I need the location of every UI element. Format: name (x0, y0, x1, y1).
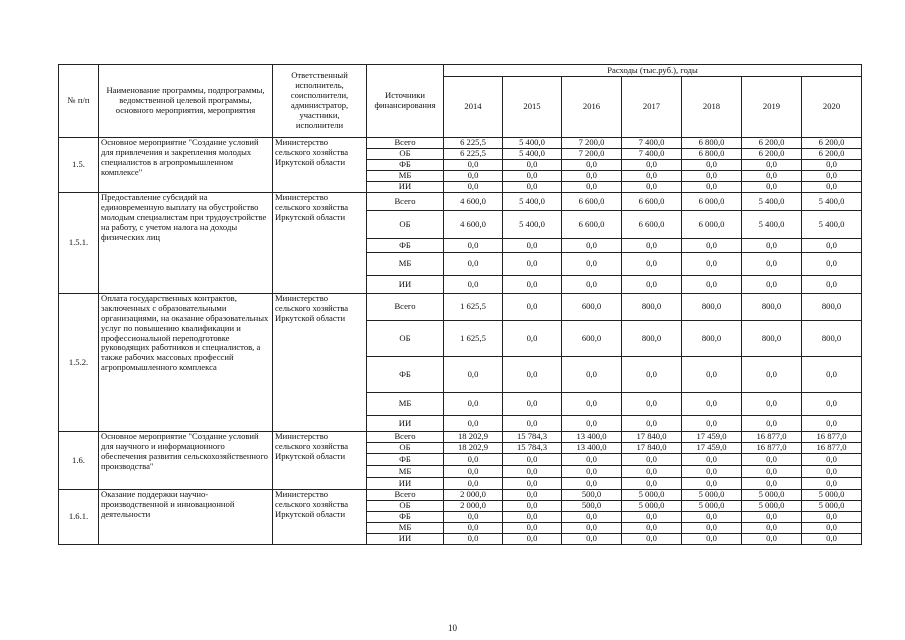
expense-value: 0,0 (682, 160, 742, 171)
expense-value: 0,0 (444, 357, 503, 393)
expense-value: 6 800,0 (682, 149, 742, 160)
expense-value: 6 200,0 (742, 149, 802, 160)
expense-value: 0,0 (802, 171, 862, 182)
expense-value: 16 877,0 (742, 443, 802, 454)
expense-value: 0,0 (562, 357, 622, 393)
expense-value: 16 877,0 (802, 432, 862, 443)
expense-value: 0,0 (503, 253, 562, 276)
expense-value: 0,0 (444, 182, 503, 193)
expense-value: 6 600,0 (622, 193, 682, 211)
funding-source: ИИ (367, 478, 444, 490)
expense-value: 0,0 (802, 393, 862, 416)
expense-value: 0,0 (802, 276, 862, 294)
expense-value: 0,0 (682, 416, 742, 432)
expense-value: 13 400,0 (562, 443, 622, 454)
expense-value: 0,0 (742, 454, 802, 466)
expense-value: 0,0 (742, 171, 802, 182)
expense-value: 0,0 (444, 171, 503, 182)
expense-value: 5 400,0 (742, 193, 802, 211)
expense-value: 13 400,0 (562, 432, 622, 443)
expense-value: 0,0 (503, 523, 562, 534)
expense-value: 0,0 (622, 357, 682, 393)
expense-value: 0,0 (802, 182, 862, 193)
row-number: 1.6. (59, 432, 99, 490)
expense-value: 6 000,0 (682, 193, 742, 211)
table-row (59, 294, 862, 321)
expense-value: 6 600,0 (622, 211, 682, 239)
expense-value: 6 800,0 (682, 138, 742, 149)
expense-value: 0,0 (622, 466, 682, 478)
expense-value: 6 200,0 (802, 138, 862, 149)
expense-value: 0,0 (444, 478, 503, 490)
funding-source: ИИ (367, 416, 444, 432)
expense-value: 0,0 (562, 523, 622, 534)
expense-value: 5 000,0 (682, 490, 742, 501)
expense-value: 5 400,0 (503, 149, 562, 160)
expense-value: 0,0 (562, 512, 622, 523)
expense-value: 17 459,0 (682, 432, 742, 443)
activity-name: Предоставление субсидий на единовременную выплату на обустройство молодым специалистам при трудоустройстве на работу, с учетом налога на доходы физических лиц (99, 193, 273, 294)
funding-source: ФБ (367, 357, 444, 393)
expense-value: 5 000,0 (682, 501, 742, 512)
expense-value: 7 400,0 (622, 138, 682, 149)
header-year: 2014 (444, 77, 503, 138)
funding-source: ОБ (367, 501, 444, 512)
expense-value: 0,0 (562, 182, 622, 193)
expense-value: 0,0 (742, 478, 802, 490)
expense-value: 0,0 (562, 239, 622, 253)
expense-value: 6 600,0 (562, 193, 622, 211)
expense-value: 0,0 (622, 478, 682, 490)
expense-value: 7 400,0 (622, 149, 682, 160)
expense-value: 5 000,0 (802, 501, 862, 512)
expense-value: 0,0 (682, 239, 742, 253)
expense-value: 1 625,5 (444, 321, 503, 357)
expense-value: 0,0 (503, 182, 562, 193)
expense-value: 0,0 (444, 276, 503, 294)
expense-value: 15 784,3 (503, 432, 562, 443)
funding-source: Всего (367, 294, 444, 321)
funding-source: ОБ (367, 211, 444, 239)
expense-value: 0,0 (562, 454, 622, 466)
expense-value: 0,0 (444, 466, 503, 478)
activity-name: Оплата государственных контрактов, заключенных с образовательными организациями, на оказание образовательных услуг по повышению квалификации и профессиональной переподготовке руководящих работников и специалистов, а также рабочих массовых профессий агропромышленного комплекса (99, 294, 273, 432)
expense-value: 0,0 (622, 182, 682, 193)
expense-value: 0,0 (444, 534, 503, 545)
expense-value: 5 000,0 (742, 490, 802, 501)
funding-source: МБ (367, 171, 444, 182)
expense-value: 0,0 (562, 160, 622, 171)
expense-value: 0,0 (444, 512, 503, 523)
expense-value: 0,0 (444, 253, 503, 276)
expense-value: 0,0 (562, 253, 622, 276)
expense-value: 0,0 (802, 478, 862, 490)
expense-value: 15 784,3 (503, 443, 562, 454)
expense-value: 0,0 (503, 321, 562, 357)
header-year: 2015 (503, 77, 562, 138)
responsible-executor: Министерство сельского хозяйства Иркутской области (273, 294, 367, 432)
expense-value: 0,0 (444, 239, 503, 253)
expense-value: 0,0 (444, 160, 503, 171)
expense-value: 0,0 (682, 171, 742, 182)
header-year: 2020 (802, 77, 862, 138)
header-year: 2018 (682, 77, 742, 138)
expense-value: 0,0 (503, 478, 562, 490)
page-number: 10 (448, 623, 457, 633)
expense-value: 0,0 (562, 478, 622, 490)
expense-value: 0,0 (622, 512, 682, 523)
header-source: Источники финансирования (367, 65, 444, 138)
expense-value: 5 000,0 (622, 501, 682, 512)
budget-table-sheet (58, 64, 861, 545)
expense-value: 18 202,9 (444, 432, 503, 443)
expense-value: 0,0 (444, 416, 503, 432)
expense-value: 0,0 (742, 393, 802, 416)
expense-value: 7 200,0 (562, 149, 622, 160)
expense-value: 0,0 (503, 466, 562, 478)
expense-value: 0,0 (802, 454, 862, 466)
expense-value: 0,0 (682, 182, 742, 193)
expense-value: 0,0 (503, 501, 562, 512)
expense-value: 0,0 (682, 276, 742, 294)
expense-value: 2 000,0 (444, 501, 503, 512)
expense-value: 7 200,0 (562, 138, 622, 149)
expense-value: 0,0 (562, 534, 622, 545)
expense-value: 6 000,0 (682, 211, 742, 239)
responsible-executor: Министерство сельского хозяйства Иркутской области (273, 193, 367, 294)
funding-source: МБ (367, 253, 444, 276)
expense-value: 800,0 (622, 321, 682, 357)
expense-value: 4 600,0 (444, 193, 503, 211)
funding-source: Всего (367, 138, 444, 149)
expense-value: 0,0 (503, 160, 562, 171)
expense-value: 500,0 (562, 490, 622, 501)
expense-value: 0,0 (503, 454, 562, 466)
expense-value: 0,0 (622, 171, 682, 182)
funding-source: ФБ (367, 239, 444, 253)
expense-value: 5 000,0 (622, 490, 682, 501)
funding-source: Всего (367, 490, 444, 501)
expense-value: 600,0 (562, 321, 622, 357)
header-year: 2017 (622, 77, 682, 138)
expense-value: 0,0 (742, 534, 802, 545)
expense-value: 0,0 (562, 276, 622, 294)
expense-value: 0,0 (503, 512, 562, 523)
expense-value: 5 400,0 (742, 211, 802, 239)
expense-value: 0,0 (503, 171, 562, 182)
activity-name: Оказание поддержки научно-производственной и инновационной деятельности (99, 490, 273, 545)
expense-value: 6 600,0 (562, 211, 622, 239)
expense-value: 0,0 (622, 454, 682, 466)
table-row (59, 490, 862, 501)
expense-value: 0,0 (503, 357, 562, 393)
responsible-executor: Министерство сельского хозяйства Иркутской области (273, 490, 367, 545)
expense-value: 0,0 (503, 534, 562, 545)
expense-value: 5 400,0 (802, 193, 862, 211)
expense-value: 0,0 (742, 182, 802, 193)
budget-table (58, 64, 862, 545)
expense-value: 0,0 (802, 253, 862, 276)
expense-value: 0,0 (622, 253, 682, 276)
row-number: 1.5.1. (59, 193, 99, 294)
expense-value: 0,0 (802, 239, 862, 253)
expense-value: 0,0 (802, 512, 862, 523)
expense-value: 5 400,0 (503, 193, 562, 211)
expense-value: 0,0 (503, 294, 562, 321)
expense-value: 0,0 (742, 253, 802, 276)
expense-value: 6 225,5 (444, 149, 503, 160)
expense-value: 6 200,0 (742, 138, 802, 149)
expense-value: 0,0 (622, 393, 682, 416)
expense-value: 0,0 (622, 523, 682, 534)
expense-value: 0,0 (444, 454, 503, 466)
header-name: Наименование программы, подпрограммы, ведомственной целевой программы, основного мероприятия, мероприятия (99, 65, 273, 138)
expense-value: 0,0 (742, 239, 802, 253)
expense-value: 600,0 (562, 294, 622, 321)
activity-name: Основное мероприятие "Создание условий для привлечения и закрепления молодых специалистов в агропромышленном комплексе" (99, 138, 273, 193)
funding-source: ИИ (367, 182, 444, 193)
expense-value: 17 840,0 (622, 443, 682, 454)
funding-source: ФБ (367, 160, 444, 171)
expense-value: 0,0 (562, 393, 622, 416)
expense-value: 16 877,0 (742, 432, 802, 443)
header-expenses: Расходы (тыс.руб.), годы (444, 65, 862, 77)
expense-value: 0,0 (444, 393, 503, 416)
expense-value: 0,0 (742, 160, 802, 171)
funding-source: ИИ (367, 534, 444, 545)
funding-source: Всего (367, 193, 444, 211)
expense-value: 800,0 (622, 294, 682, 321)
expense-value: 5 000,0 (742, 501, 802, 512)
expense-value: 800,0 (742, 294, 802, 321)
responsible-executor: Министерство сельского хозяйства Иркутской области (273, 138, 367, 193)
expense-value: 0,0 (622, 239, 682, 253)
expense-value: 5 000,0 (802, 490, 862, 501)
expense-value: 800,0 (742, 321, 802, 357)
funding-source: ОБ (367, 321, 444, 357)
expense-value: 0,0 (503, 490, 562, 501)
expense-value: 0,0 (742, 357, 802, 393)
table-header (59, 65, 862, 138)
funding-source: ОБ (367, 443, 444, 454)
expense-value: 0,0 (682, 523, 742, 534)
expense-value: 0,0 (742, 276, 802, 294)
expense-value: 0,0 (503, 393, 562, 416)
expense-value: 0,0 (802, 466, 862, 478)
funding-source: ОБ (367, 149, 444, 160)
row-number: 1.5. (59, 138, 99, 193)
funding-source: МБ (367, 466, 444, 478)
row-number: 1.6.1. (59, 490, 99, 545)
header-num: № п/п (59, 65, 99, 138)
expense-value: 0,0 (622, 416, 682, 432)
expense-value: 6 225,5 (444, 138, 503, 149)
expense-value: 0,0 (622, 534, 682, 545)
expense-value: 0,0 (622, 160, 682, 171)
expense-value: 17 840,0 (622, 432, 682, 443)
header-responsible: Ответственный исполнитель, соисполнители, администратор, участники, исполнители (273, 65, 367, 138)
funding-source: МБ (367, 393, 444, 416)
expense-value: 0,0 (562, 466, 622, 478)
expense-value: 0,0 (802, 523, 862, 534)
expense-value: 0,0 (682, 478, 742, 490)
activity-name: Основное мероприятие "Создание условий для научного и информационного обеспечения развития сельскохозяйственного производства" (99, 432, 273, 490)
expense-value: 0,0 (682, 393, 742, 416)
row-number: 1.5.2. (59, 294, 99, 432)
expense-value: 0,0 (682, 534, 742, 545)
expense-value: 5 400,0 (503, 138, 562, 149)
expense-value: 0,0 (742, 466, 802, 478)
expense-value: 2 000,0 (444, 490, 503, 501)
expense-value: 0,0 (802, 160, 862, 171)
expense-value: 4 600,0 (444, 211, 503, 239)
funding-source: Всего (367, 432, 444, 443)
expense-value: 0,0 (742, 512, 802, 523)
header-year: 2019 (742, 77, 802, 138)
expense-value: 0,0 (444, 523, 503, 534)
expense-value: 800,0 (682, 294, 742, 321)
header-year: 2016 (562, 77, 622, 138)
expense-value: 800,0 (682, 321, 742, 357)
expense-value: 800,0 (802, 294, 862, 321)
expense-value: 0,0 (503, 239, 562, 253)
expense-value: 0,0 (682, 454, 742, 466)
table-row (59, 138, 862, 149)
expense-value: 0,0 (682, 466, 742, 478)
expense-value: 5 400,0 (802, 211, 862, 239)
table-body (59, 138, 862, 545)
expense-value: 0,0 (622, 276, 682, 294)
expense-value: 0,0 (682, 512, 742, 523)
expense-value: 17 459,0 (682, 443, 742, 454)
expense-value: 500,0 (562, 501, 622, 512)
funding-source: ИИ (367, 276, 444, 294)
expense-value: 0,0 (682, 357, 742, 393)
expense-value: 800,0 (802, 321, 862, 357)
expense-value: 0,0 (562, 171, 622, 182)
expense-value: 0,0 (682, 253, 742, 276)
funding-source: ФБ (367, 454, 444, 466)
expense-value: 0,0 (802, 357, 862, 393)
expense-value: 18 202,9 (444, 443, 503, 454)
expense-value: 0,0 (802, 416, 862, 432)
table-row (59, 193, 862, 211)
expense-value: 0,0 (562, 416, 622, 432)
responsible-executor: Министерство сельского хозяйства Иркутской области (273, 432, 367, 490)
expense-value: 1 625,5 (444, 294, 503, 321)
expense-value: 16 877,0 (802, 443, 862, 454)
expense-value: 0,0 (503, 416, 562, 432)
expense-value: 0,0 (802, 534, 862, 545)
funding-source: МБ (367, 523, 444, 534)
funding-source: ФБ (367, 512, 444, 523)
expense-value: 0,0 (742, 523, 802, 534)
expense-value: 5 400,0 (503, 211, 562, 239)
expense-value: 0,0 (742, 416, 802, 432)
expense-value: 0,0 (503, 276, 562, 294)
expense-value: 6 200,0 (802, 149, 862, 160)
table-row (59, 432, 862, 443)
